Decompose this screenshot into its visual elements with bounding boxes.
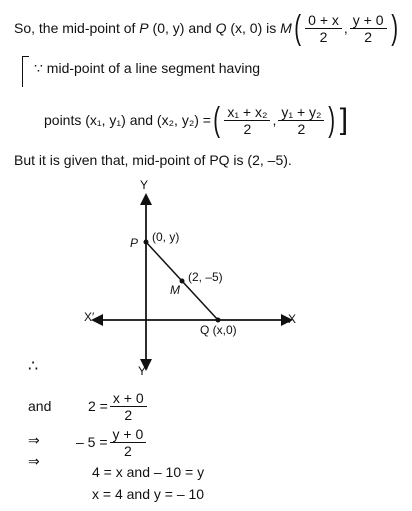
point-p-dot (144, 240, 149, 245)
x-axis-label: X (288, 312, 297, 326)
eq2-lhs: – 5 = (76, 434, 108, 450)
graph-m-point: (2, –5) (188, 270, 223, 284)
graph-m-label: M (170, 283, 180, 297)
point-q-dot (216, 318, 221, 323)
formula-fraction-x: $\frac{\text{x₁ + x₂}}{2}$ (224, 104, 270, 137)
therefore-symbol: ∴ (28, 358, 39, 375)
and-word: and (188, 20, 212, 36)
formula-prefix: points (x₁, y₁) and (x₂, y₂) = (44, 112, 211, 128)
point-p-label: P (139, 20, 149, 36)
fraction-x: $\frac{0 + x}{2}$ (305, 12, 342, 45)
close-paren: ) (390, 9, 398, 47)
point-q-coords: (x, 0) (230, 20, 263, 36)
equation-4: x = 4 and y = – 10 (92, 486, 205, 502)
statement-prefix: So, the mid-point of (14, 20, 136, 36)
formula-fraction-y: $\frac{\text{y₁ + y₂}}{2}$ (278, 104, 324, 137)
eq1-fraction: $\frac{x + 0}{2}$ (110, 390, 147, 423)
point-q-label: Q (215, 20, 227, 36)
y-axis-label: Y (140, 178, 149, 192)
implies-symbol-2: ⇒ (28, 453, 40, 469)
y-prime-label: Y′ (138, 364, 149, 378)
graph-p-point: (0, y) (152, 230, 180, 244)
eq1-lhs: 2 = (88, 398, 108, 414)
formula-close-paren: ) (328, 101, 336, 139)
and-label: and (28, 398, 52, 414)
point-m-label: M (280, 20, 292, 36)
midpoint-statement: So, the mid-point of P (0, y) and Q (x, 0) is M ( $\frac{0 + x}{2}$ , $\frac{y + 0}{2}$ ) (14, 9, 398, 47)
open-paren: ( (294, 9, 301, 47)
graph-p-label: P (130, 236, 139, 250)
formula-open-paren: ( (213, 101, 221, 139)
implies-symbol-1: ⇒ (28, 432, 40, 448)
given-statement: But it is given that, mid-point of PQ is (2, –5). (14, 152, 292, 168)
equation-2 (76, 422, 148, 462)
formula-close-bracket: ] (339, 103, 349, 136)
x-prime-label: X′ (84, 310, 95, 324)
equation-3: 4 = x and – 10 = y (92, 464, 205, 480)
graph-q-point: Q (x,0) (200, 323, 237, 337)
midpoint-formula: points (x₁, y₁) and (x₂, y₂) = ( $\frac{\text{x₁ + x₂}}{2}$ , $\frac{\text{y₁ + y₂}}{2}$ ) ] (44, 101, 349, 139)
point-p-coords: (0, y) (152, 20, 185, 36)
fraction-y: $\frac{y + 0}{2}$ (350, 12, 387, 45)
note-line-a: ∵ mid-point of a line segment having (34, 60, 261, 76)
point-m-dot (180, 279, 185, 284)
is-word: is (266, 20, 277, 36)
eq2-fraction: $\frac{y + 0}{2}$ (110, 426, 147, 459)
